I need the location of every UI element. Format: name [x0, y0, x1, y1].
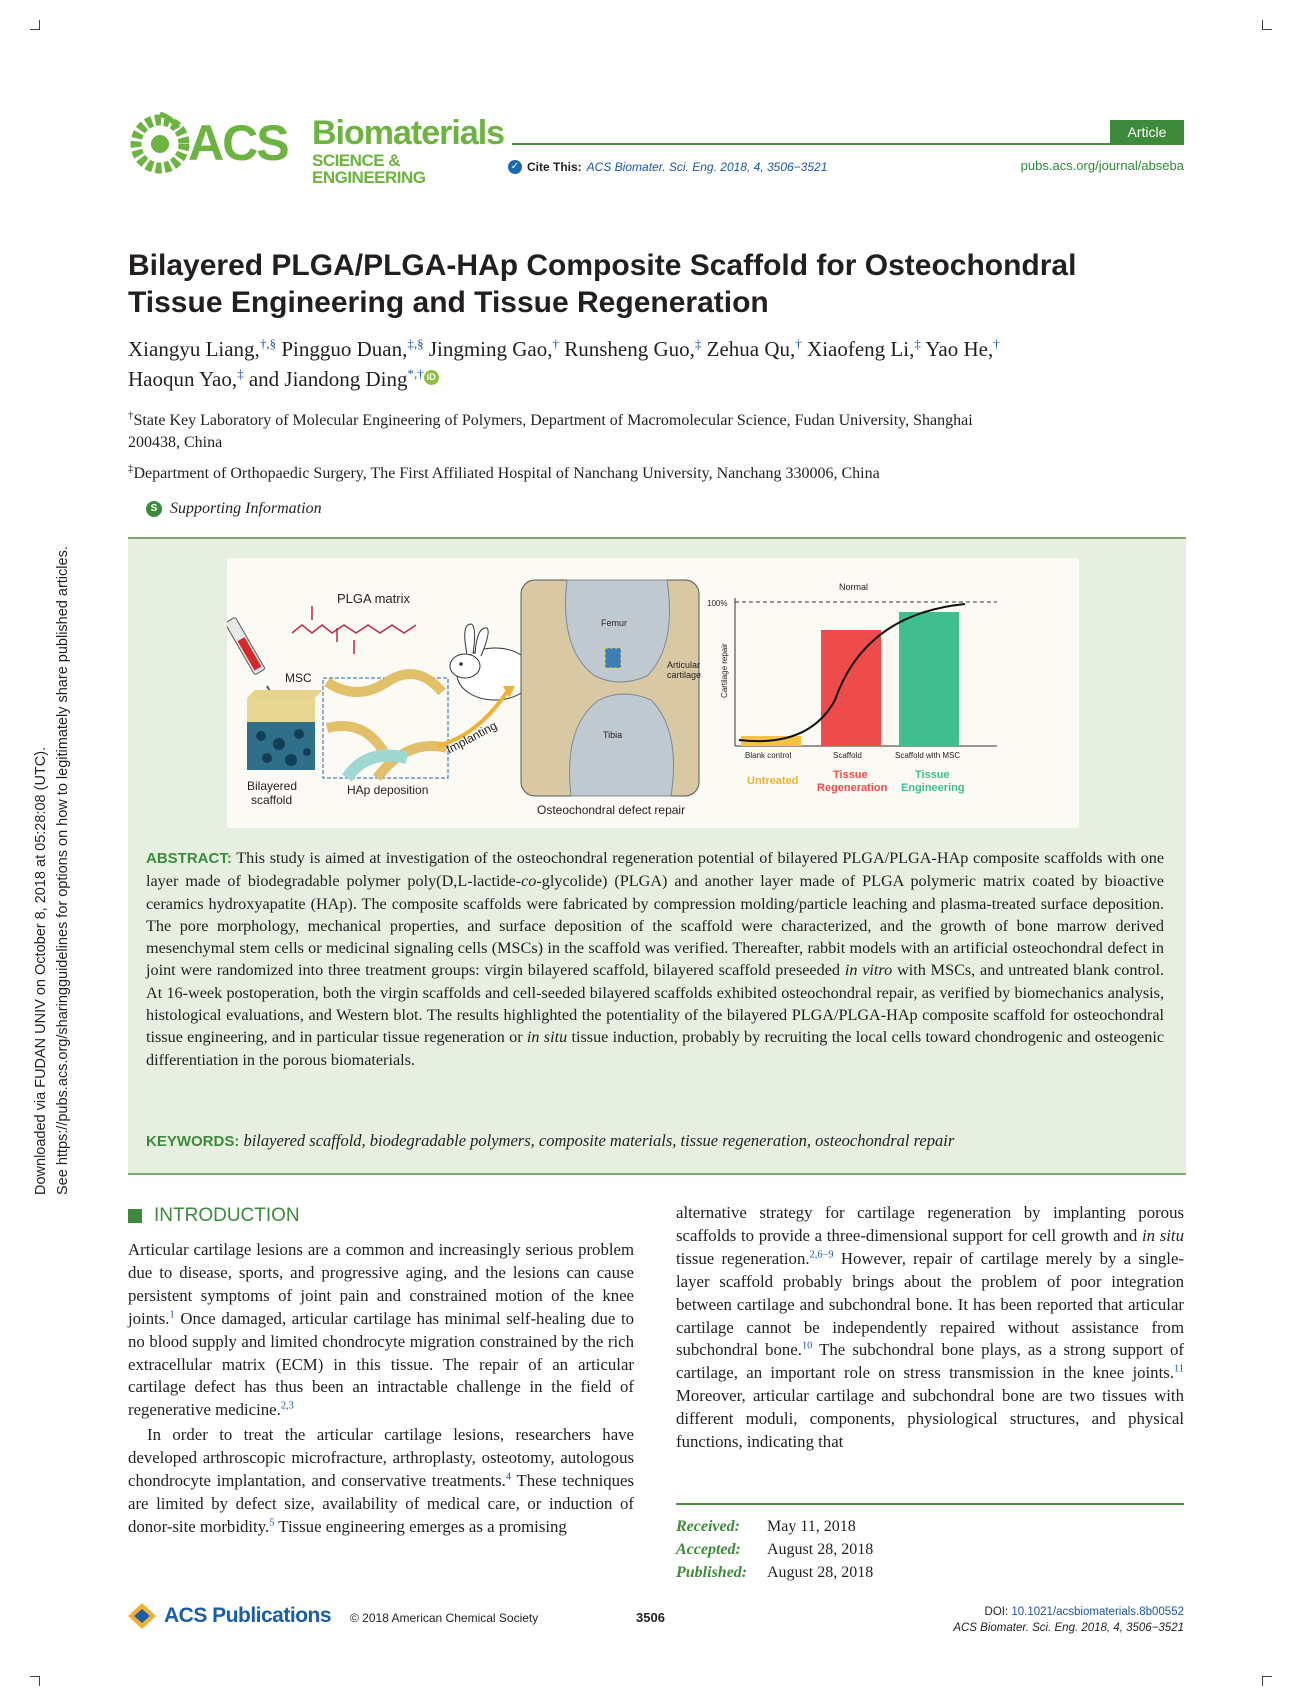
- affiliation-mark: †: [128, 409, 134, 422]
- check-circle-icon: ✓: [508, 160, 522, 174]
- journal-logo[interactable]: [130, 110, 510, 187]
- author-name[interactable]: Haoqun Yao,: [128, 367, 238, 391]
- crop-mark-bl: [30, 1676, 40, 1686]
- toc-bar-chart: [707, 582, 997, 794]
- intro-text: However, repair of cartilage merely by a single-layer scaffold probably brings about the problem of poor integration between cartilage and subchondral bone. It has been reported that articular cartilage cannot be independently repaired without assistance from subchondral bone.: [676, 1248, 1184, 1360]
- group-untreated: Untreated: [747, 775, 799, 787]
- abstract-text-3: -glycolide) (PLGA) and another layer made of PLGA polymeric matrix coated by bioactive ceramics hydroxyapatite (HAp). The composite scaffolds were fabricated by compression molding/particle leaching and plasma-treated surface deposition. The pore morphology, mechanical properties, and surface deposition of the scaffold were characterized, and the growth of bone marrow derived mesenchymal stem cells or medicinal signaling cells (MSCs) in the scaffold was verified. Thereafter, rabbit models with an artificial osteochondral defect in joint were randomized into three treatment groups: virgin bilayered scaffold, bilayered scaffold preseeded: [146, 872, 1164, 980]
- bilayered-label-1: Bilayered: [247, 779, 298, 793]
- abstract-text-2: -lactide-: [467, 872, 522, 891]
- affiliation-1-cont: 200438, China: [128, 434, 223, 451]
- doi-row: [953, 1604, 1184, 1620]
- received-date: May 11, 2018: [767, 1518, 856, 1535]
- intro-text: Articular cartilage lesions are a common and increasingly serious problem due to disease, sports, and progressive aging, and the lesions can cause persistent symptoms of joint pain and constrained motion of the knee joints.: [128, 1240, 634, 1328]
- intro-text: tissue regeneration.: [676, 1248, 810, 1268]
- group-engineering-2: Engineering: [901, 782, 965, 794]
- abstract-dl: D,L: [441, 872, 468, 891]
- title-line-1: Bilayered PLGA/PLGA-HAp Composite Scaffold for Osteochondral: [128, 249, 1077, 282]
- received-row: [676, 1515, 873, 1538]
- abstract-invitro: in vitro: [844, 961, 893, 980]
- title-line-2: Tissue Engineering and Tissue Regeneration: [128, 286, 769, 319]
- section-square-icon: [128, 1209, 142, 1223]
- author-affiliation-mark: †: [552, 336, 559, 351]
- footer-doi: [953, 1604, 1184, 1636]
- articular-label-1: Articular: [667, 660, 701, 670]
- pct-label: 100%: [707, 599, 728, 608]
- bar-tissue-regeneration: [821, 630, 881, 746]
- published-row: [676, 1561, 873, 1584]
- received-label: Received:: [676, 1518, 740, 1535]
- author-affiliation-mark: †,§: [259, 336, 277, 351]
- accepted-row: [676, 1538, 873, 1561]
- keywords: [146, 1131, 1164, 1151]
- introduction-title: INTRODUCTION: [154, 1205, 300, 1226]
- pore-structure: [327, 674, 447, 778]
- group-regeneration-1: Tissue: [833, 769, 868, 781]
- download-notice: [30, 495, 74, 1195]
- intro-paragraph-1: [128, 1239, 634, 1422]
- category-scaffold: Scaffold: [833, 751, 862, 760]
- author-name[interactable]: Xiaofeng Li,: [807, 337, 915, 361]
- accepted-label: Accepted:: [676, 1541, 741, 1558]
- femur-label: Femur: [601, 618, 628, 628]
- author-name[interactable]: Zehua Qu,: [706, 337, 796, 361]
- author-affiliation-mark: ‡: [237, 366, 244, 381]
- affiliation-1-text: State Key Laboratory of Molecular Engineering of Polymers, Department of Macromolecular Science, Fudan University, Shanghai: [133, 412, 973, 429]
- implanting-label: Implanting: [443, 718, 500, 757]
- intro-paragraph-3: [676, 1202, 1184, 1454]
- abstract-text-5: tissue induction, probably by recruiting the local cells toward chondrogenic and osteogenic differentiation in the porous biomaterials.: [146, 1028, 1164, 1069]
- intro-text: Once damaged, articular cartilage has minimal self-healing due to no blood supply and limited chondrocyte migration constrained by the rich extracellular matrix (ECM) in this tissue. The repair of an articular cartilage defect has thus been an intractable challenge in the field of regenerative medicine.: [128, 1308, 634, 1420]
- author-affiliation-mark: †: [795, 336, 802, 351]
- crop-mark-br: [1262, 1676, 1272, 1686]
- articular-label-2: cartilage: [667, 670, 702, 680]
- intro-text: alternative strategy for cartilage regeneration by implanting porous scaffolds to provide a three-dimensional support for cell growth and: [676, 1203, 1184, 1245]
- reference-link[interactable]: 4: [505, 1471, 512, 1483]
- author-list: [128, 334, 1188, 394]
- bilayered-scaffold-block: [247, 690, 323, 770]
- dates-rule: [676, 1503, 1184, 1505]
- affiliation-mark: ‡: [128, 462, 134, 475]
- logo-journal-subtitle: SCIENCE & ENGINEERING: [312, 151, 426, 187]
- publisher-name: ACS Publications: [164, 1604, 332, 1627]
- intro-text: The subchondral bone plays, as a strong support of cartilage, an important role on stress transmission in the knee joints.: [676, 1340, 1184, 1383]
- intro-italic: in situ: [1142, 1225, 1184, 1245]
- page-number: 3506: [636, 1610, 665, 1625]
- author-affiliation-mark: *,†: [407, 366, 424, 381]
- reference-link[interactable]: 2,6−9: [809, 1249, 834, 1261]
- reference-link[interactable]: 11: [1173, 1363, 1184, 1375]
- publication-dates: [676, 1515, 873, 1584]
- intro-paragraph-2: [128, 1424, 634, 1539]
- toc-figure: [227, 558, 1079, 828]
- author-affiliation-mark: ‡: [914, 336, 921, 351]
- intro-text: Moreover, articular cartilage and subchondral bone are two tissues with different moduli, components, physiological structures, and physical functions, indicating that: [676, 1386, 1184, 1452]
- affiliation-2-text: Department of Orthopaedic Surgery, The First Affiliated Hospital of Nanchang University, Nanchang 330006, China: [133, 465, 880, 482]
- body-column-right: [676, 1202, 1184, 1454]
- crop-mark-tr: [1262, 20, 1272, 30]
- acs-swirl-icon: [130, 110, 190, 176]
- author-affiliation-mark: †: [993, 336, 1000, 351]
- logo-acs-text: ACS: [188, 115, 288, 171]
- doi-label: DOI:: [984, 1606, 1012, 1618]
- crop-mark-tl: [30, 20, 40, 30]
- author-name[interactable]: Xiangyu Liang,: [128, 337, 260, 361]
- article-type-badge: Article: [1110, 120, 1184, 144]
- abstract-text-4: with MSCs, and untreated blank control. At 16-week postoperation, both the virgin scaffolds and cell-seeded bilayered scaffolds exhibited osteochondral repair, as verified by biomechanics analysis, histological evaluations, and Western blot. The results highlighted the potentiality of the bilayered PLGA/PLGA-HAp composite scaffold for osteochondral tissue engineering, and in particular tissue regeneration or: [146, 961, 1164, 1047]
- defect-repair-label: Osteochondral defect repair: [537, 803, 686, 817]
- category-blank-control: Blank control: [745, 751, 792, 760]
- abstract-text-1: This study is aimed at investigation of the osteochondral regeneration potential of bilayered PLGA/PLGA-HAp composite scaffolds with one layer made of biodegradable polymer poly(: [146, 849, 1164, 891]
- footer-citation: ACS Biomater. Sci. Eng. 2018, 4, 3506−3521: [953, 1622, 1184, 1634]
- chart-y-label: Cartilage repair: [720, 643, 729, 698]
- category-scaffold-msc: Scaffold with MSC: [895, 751, 961, 760]
- introduction-heading: [128, 1205, 300, 1227]
- cite-label: Cite This:: [527, 160, 582, 174]
- cite-reference-link[interactable]: ACS Biomater. Sci. Eng. 2018, 4, 3506−3521: [586, 160, 828, 174]
- reference-link[interactable]: 5: [269, 1517, 275, 1529]
- reference-link[interactable]: 2,3: [280, 1400, 294, 1412]
- abstract-label: ABSTRACT:: [146, 850, 232, 867]
- download-notice-line2: See https://pubs.acs.org/sharingguidelines for options on how to legitimately share published articles.: [55, 546, 71, 1195]
- tibia-label: Tibia: [603, 730, 623, 740]
- normal-label: Normal: [839, 582, 869, 592]
- author-name[interactable]: Pingguo Duan,: [281, 337, 408, 361]
- affiliation-2: [128, 463, 1186, 485]
- intro-text: Tissue engineering emerges as a promising: [274, 1516, 567, 1536]
- acs-publications-logo[interactable]: [126, 1602, 331, 1630]
- supporting-info-label: Supporting Information: [170, 500, 322, 517]
- intro-text: In order to treat the articular cartilage lesions, researchers have developed arthroscopic microfracture, arthroplasty, osteotomy, autologous chondrocyte implantation, and conservative treatments.: [128, 1425, 634, 1491]
- accepted-date: August 28, 2018: [767, 1541, 874, 1558]
- msc-label: MSC: [285, 671, 312, 685]
- keywords-label: KEYWORDS:: [146, 1133, 240, 1150]
- doi-link[interactable]: 10.1021/acsbiomaterials.8b00552: [1011, 1606, 1184, 1618]
- author-name[interactable]: Runsheng Guo,: [564, 337, 695, 361]
- group-regeneration-2: Regeneration: [817, 782, 888, 794]
- keywords-text: bilayered scaffold, biodegradable polymers, composite materials, tissue regeneration, osteochondral repair: [243, 1131, 955, 1150]
- defect-site: [605, 648, 621, 668]
- article-title: [128, 247, 1188, 321]
- reference-link[interactable]: 10: [801, 1340, 813, 1352]
- hap-label: HAp deposition: [347, 783, 429, 797]
- bilayered-label-2: scaffold: [251, 793, 293, 807]
- journal-url-link[interactable]: pubs.acs.org/journal/abseba: [1020, 158, 1184, 173]
- author-name[interactable]: Yao He,: [925, 337, 994, 361]
- abstract-co: co: [521, 872, 537, 891]
- body-column-left: [128, 1239, 634, 1539]
- affiliation-1: [128, 410, 1186, 454]
- plga-formula-branches: [312, 606, 354, 654]
- download-notice-line1: Downloaded via FUDAN UNIV on October 8, 2018 at 05:28:08 (UTC).: [33, 746, 49, 1195]
- supporting-information-link[interactable]: [146, 500, 322, 518]
- syringe-icon: [227, 617, 275, 700]
- bar-tissue-engineering: [899, 612, 959, 746]
- author-name[interactable]: and Jiandong Ding: [248, 367, 408, 391]
- group-engineering-1: Tissue: [915, 769, 950, 781]
- orcid-icon[interactable]: iD: [424, 370, 439, 385]
- author-affiliation-mark: ‡: [694, 336, 702, 351]
- plga-matrix-label: PLGA matrix: [337, 591, 410, 606]
- cite-this[interactable]: [508, 160, 827, 174]
- toc-graphic: [227, 558, 1079, 828]
- acs-hexagon-icon: [126, 1602, 158, 1630]
- plga-formula: [292, 625, 416, 633]
- reference-link[interactable]: 1: [169, 1309, 175, 1321]
- supporting-info-icon: S: [146, 501, 162, 517]
- published-date: August 28, 2018: [767, 1564, 874, 1581]
- author-affiliation-mark: ‡,§: [407, 336, 424, 351]
- intro-text: These techniques are limited by defect size, availability of medical care, or induction of donor-site morbidity.: [128, 1471, 635, 1536]
- author-name[interactable]: Jingming Gao,: [428, 337, 553, 361]
- abstract: [146, 847, 1164, 1071]
- abstract-insitu: in situ: [526, 1028, 568, 1047]
- copyright: © 2018 American Chemical Society: [350, 1611, 539, 1625]
- logo-journal-name: Biomaterials: [312, 114, 505, 152]
- header-rule: [512, 143, 1184, 145]
- published-label: Published:: [676, 1564, 748, 1581]
